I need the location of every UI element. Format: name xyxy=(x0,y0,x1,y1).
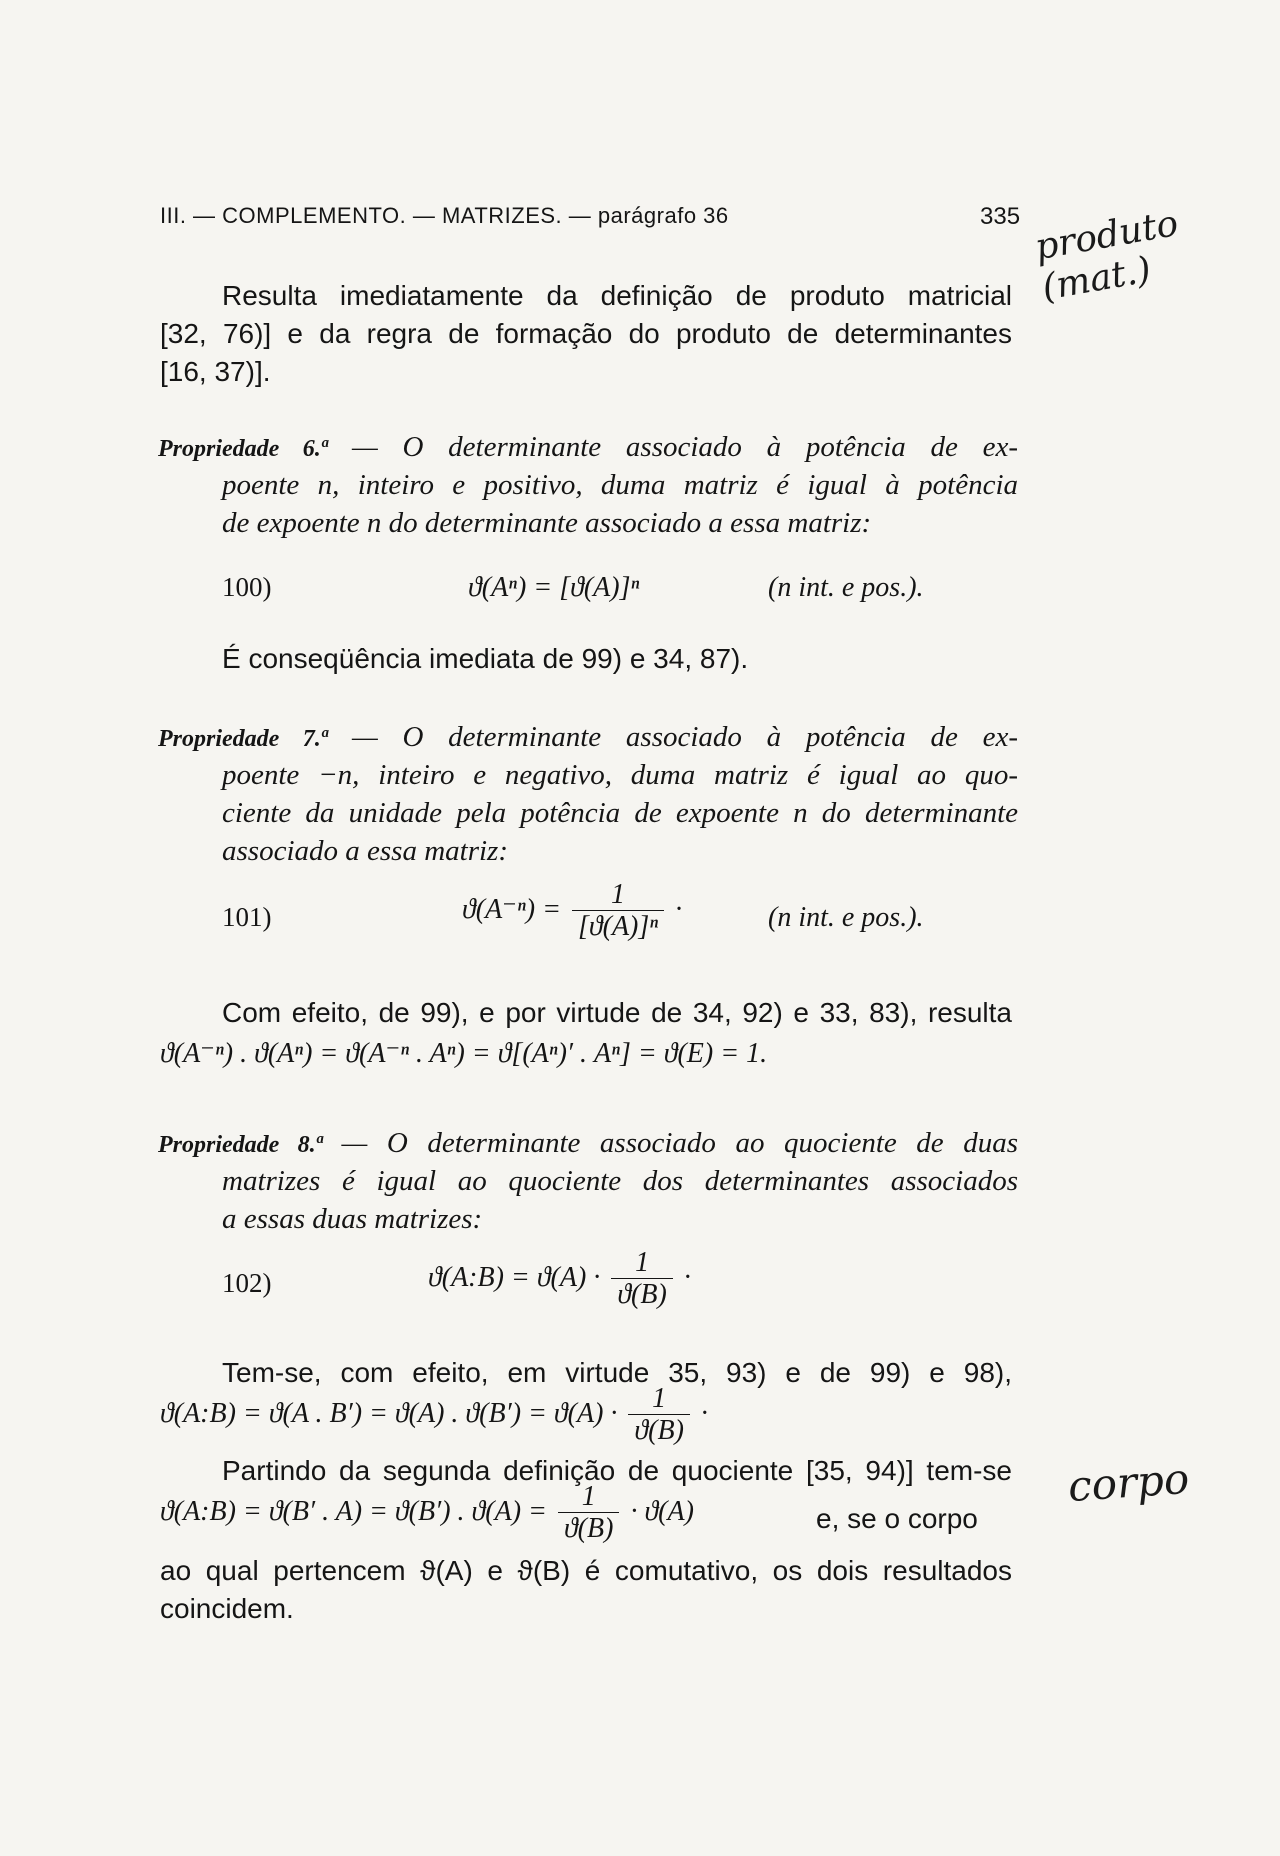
equation-102: ϑ(A:B) = ϑ(A) · $\frac{1}{ϑ(B)}$ · xyxy=(428,1247,691,1310)
property-8-proof-fraction xyxy=(628,1384,690,1447)
equation-101-number: 101) xyxy=(222,902,272,932)
page-number: 335 xyxy=(980,203,1021,230)
property-7 xyxy=(158,718,1018,758)
property-8-proof-denominator: ϑ(B) xyxy=(628,1414,690,1447)
property-8-line-2: matrizes é igual ao quociente dos determinantes associados xyxy=(222,1165,1018,1197)
property-6-line-3: de expoente n do determinante associado a essa matriz: xyxy=(222,507,872,539)
property-7-line-2: poente −n, inteiro e negativo, duma matriz é igual ao quo- xyxy=(222,759,1018,791)
equation-102-denominator: ϑ(B) xyxy=(611,1278,673,1311)
equation-102-left: ϑ(A:B) = ϑ(A) · xyxy=(428,1261,601,1293)
property-8-proof-numerator: 1 xyxy=(652,1383,667,1414)
property-7-line-4: associado a essa matriz: xyxy=(222,835,508,867)
property-7-line-1: — O determinante associado à potência de ex- xyxy=(351,721,1019,753)
property-6 xyxy=(158,428,1018,468)
property-6-name: Propriedade 6.ª xyxy=(158,436,328,462)
equation-102-fraction xyxy=(611,1248,673,1311)
property-8-second-equation-right: · ϑ(A) xyxy=(630,1495,694,1527)
property-7-proof-line-1: Com efeito, de 99), e por virtude de 34, 92) e 33, 83), resulta xyxy=(222,997,1012,1028)
property-7-proof-equation: ϑ(A⁻ⁿ) . ϑ(Aⁿ) = ϑ(A⁻ⁿ . Aⁿ) = ϑ[(Aⁿ)′ . Aⁿ] = ϑ(E) = 1. xyxy=(160,1038,768,1069)
equation-101-left: ϑ(A⁻ⁿ) = xyxy=(462,893,561,925)
property-8-proof-line-1: Tem-se, com efeito, em virtude 35, 93) e de 99) e 98), xyxy=(222,1357,1012,1388)
property-8-second-denominator: ϑ(B) xyxy=(558,1512,620,1545)
property-8-line-3: a essas duas matrizes: xyxy=(222,1203,483,1235)
equation-101-numerator: 1 xyxy=(611,879,626,910)
intro-line-3: [16, 37)]. xyxy=(160,356,271,387)
property-6-line-2: poente n, inteiro e positivo, duma matriz é igual à potência xyxy=(222,469,1018,501)
equation-101-fraction xyxy=(572,880,664,943)
property-8-second-equation xyxy=(160,1482,694,1545)
property-8-closing-line-2: coincidem. xyxy=(160,1593,294,1624)
margin-note-corpo: corpo xyxy=(1066,1453,1191,1512)
property-8-second-tail: e, se o corpo xyxy=(816,1503,978,1534)
equation-100-condition: (n int. e pos.). xyxy=(768,572,924,603)
property-8-second-equation-left: ϑ(A:B) = ϑ(B′ . A) = ϑ(B′) . ϑ(A) = xyxy=(160,1495,547,1527)
property-6-consequence: É conseqüência imediata de 99) e 34, 87). xyxy=(222,643,749,674)
equation-101-denominator: [ϑ(A)]ⁿ xyxy=(572,910,664,943)
property-8-name: Propriedade 8.ª xyxy=(158,1132,322,1158)
property-7-line-3: ciente da unidade pela potência de expoente n do determinante xyxy=(222,797,1018,829)
intro-line-1: Resulta imediatamente da definição de produto matricial xyxy=(222,280,1012,311)
equation-102-numerator: 1 xyxy=(635,1247,650,1278)
intro-line-2: [32, 76)] e da regra de formação do produto de determinantes xyxy=(160,318,1012,349)
equation-102-number: 102) xyxy=(222,1268,272,1298)
property-8-proof-equation: ϑ(A:B) = ϑ(A . B′) = ϑ(A) . ϑ(B′) = ϑ(A) · $\frac{1}{ϑ(B)}$ · xyxy=(160,1383,708,1446)
running-header: III. — COMPLEMENTO. — MATRIZES. — parágrafo 36 xyxy=(160,203,729,228)
equation-100: ϑ(Aⁿ) = [ϑ(A)]ⁿ xyxy=(468,572,640,603)
equation-101: ϑ(A⁻ⁿ) = $\frac{1}{\text{[ϑ(A)]ⁿ}}$ · xyxy=(462,879,683,942)
property-6-line-1: — O determinante associado à potência de ex- xyxy=(351,431,1019,463)
property-8-second-numerator: 1 xyxy=(581,1481,596,1512)
margin-note-produto: produto (mat.) xyxy=(1032,202,1182,309)
equation-101-condition: (n int. e pos.). xyxy=(768,902,924,933)
property-7-name: Propriedade 7.ª xyxy=(158,726,328,752)
property-8-line-1: — O determinante associado ao quociente de duas xyxy=(341,1127,1018,1159)
equation-100-number: 100) xyxy=(222,572,272,602)
property-8-proof-equation-left: ϑ(A:B) = ϑ(A . B′) = ϑ(A) . ϑ(B′) = ϑ(A) · xyxy=(160,1397,618,1429)
property-8 xyxy=(158,1124,1018,1164)
property-8-second-fraction xyxy=(558,1482,620,1545)
property-8-second-definition-line: Partindo da segunda definição de quociente [35, 94)] tem-se xyxy=(222,1455,1012,1486)
property-8-closing-line-1: ao qual pertencem ϑ(A) e ϑ(B) é comutativo, os dois resultados xyxy=(160,1555,1012,1586)
